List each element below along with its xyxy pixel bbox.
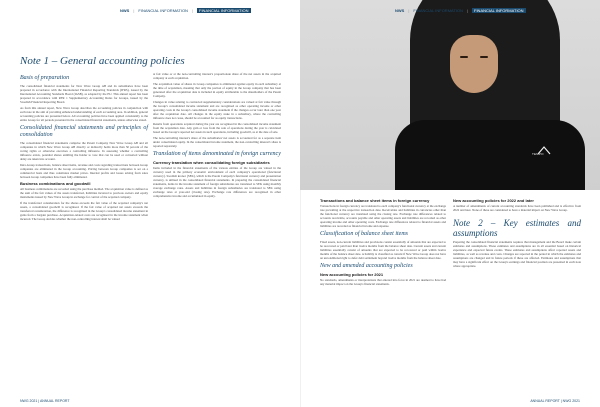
- paragraph: If the transferred consideration for the shares exceeds the fair value of the acquired company's net assets, a consolidated goodwill is recognised. If the fair value of acquired net assets exceeds the transferred consideration, the difference is recognised in the Group's consolidated income statement in gains from a bargain purchase. Acquisition-related costs are recognised in the income statement when incurred. The Group decides whether the non-controlling interest shall be valued: [20, 201, 148, 221]
- header-section: FINANCIAL INFORMATION: [413, 7, 463, 13]
- heading-classification: Classification of balance sheet items: [320, 231, 408, 237]
- header-brand: NWS: [395, 7, 405, 13]
- paragraph: Intra-Group transactions, balance sheet items, revenue and costs regarding transactions between Group companies are eliminated in the Group accounting. Pricing between Group companies is set on a commercial basis and thus constitutes market prices. Internal profits and losses arising from sales between Group companies have been fully eliminated.: [20, 163, 148, 179]
- heading-business-combinations: Business combinations and goodwill: [20, 181, 91, 186]
- paragraph: Results from operations acquired during the year are recognised in the consolidated income statement from the acquisition date. Any gain or loss from the sale of operations during the year is calculated based on the Group's reported net assets in such operations, including goodwill, as at the date of sale.: [153, 122, 281, 134]
- brand-logo-text: TEMPO: [532, 152, 544, 156]
- paragraph: Changes in value relating to contracted supplementary considerations are valued at fair value through the Group's consolidated income statement and are recognised as other operating income or other operating costs in the Group's consolidated income statement if the changes occur later than one year after the acquisition date. All changes in the equity stake in a subsidiary, where the controlling influence does not cease, should be accounted for as equity transactions.: [153, 100, 281, 120]
- column-2: [153, 72, 281, 200]
- header-active-section: FINANCIAL INFORMATION: [199, 7, 249, 13]
- footer-right: ANNUAL REPORT | NWG 2021: [530, 399, 580, 403]
- header-brand: NWS: [120, 7, 130, 13]
- note1-title: Note 1 – General accounting policies: [20, 55, 185, 67]
- heading-2021: New accounting policies for 2021: [320, 272, 384, 277]
- header-right: NWS | FINANCIAL INFORMATION | FINANCIAL INFORMATION: [395, 7, 524, 13]
- header-left: NWS | FINANCIAL INFORMATION | FINANCIAL INFORMATION: [120, 7, 249, 13]
- column-4: [453, 196, 581, 270]
- header-section: FINANCIAL INFORMATION: [138, 7, 188, 13]
- heading-currency-translation: Currency translation when consolidating foreign subsidiaries: [153, 160, 270, 165]
- heading-basis: Basis of preparation: [20, 75, 70, 81]
- footer-left: NWG 2021 | ANNUAL REPORT: [20, 399, 70, 403]
- header-active-section: FINANCIAL INFORMATION: [474, 7, 524, 13]
- heading-new-policies: New and amended accounting policies: [320, 263, 413, 269]
- paragraph: at fair value or at the non-controlling interest's proportionate share of the net assets in the acquired company at each acquisition.: [153, 72, 281, 80]
- paragraph: All business combinations are recorded using the purchase method. The acquisition value is defined as the sum of the fair values of the assets transferred, liabilities incurred to previous owners and equity instruments issued by New Wave Group in exchange for control of the acquired company.: [20, 187, 148, 199]
- column-1: [20, 72, 148, 223]
- heading-transactions: Transactions and balance sheet items in foreign currency: [320, 198, 430, 203]
- paragraph: As from this annual report, New Wave Group describes the accounting policies in conjunction with each note in the aim of providing enhanced understanding of each accounting area. In addition, general accounting policies are presented below. All accounting policies have been applied consistently to the entire Group for all periods presented in the consolidated financial statements, unless otherwise stated.: [20, 106, 148, 122]
- heading-translation: Translation of items denominated in foreign currency: [153, 151, 281, 157]
- paragraph: Fixed assets, non-current liabilities and provisions consist essentially of amounts that are expected to be recovered or paid later than twelve months from the balance sheet date. Current assets and current liabilities essentially consist of amounts that are expected to be recovered or paid within twelve months of the balance sheet date. A liability is classified as current if New Wave Group does not have an unconditional right to defer debt settlement beyond twelve months from the balance sheet date.: [320, 240, 446, 260]
- paragraph: Preparing the consolidated financial statements requires that management and the Board make certain estimates and assumptions. These estimates and assumptions are in all essential based on historical experience and expected future events. These estimates and assumptions affect reported assets and liabilities, as well as revenue and costs. Changes are reported in the period in which the estimates and assumptions are changed and in future periods if these are affected. Estimates and assumptions that may have a significant effect on the Group's earnings and financial position are presented in each note where appropriate.: [453, 240, 581, 268]
- column-3: [320, 196, 446, 288]
- paragraph: No standards, amendments or interpretations that entered into force in 2021 are deemed to have had any material impact on the Group's financial statements.: [320, 278, 446, 286]
- paragraph: A number of amendments of current accounting standards have been published and is effective from 2022 and later. None of these are considered to have a material impact on New Wave Group.: [453, 204, 581, 212]
- paragraph: The consolidated financial statements comprise the Parent Company New Wave Group AB and all companies in which New Wave Group AB directly or indirectly holds more than 50 percent of the voting rights or otherwise exercises a controlling influence. In assessing whether a controlling influence exists, potential shares entitling the holder to vote that can be used or converted without delay are taken into account.: [20, 141, 148, 161]
- paragraph: The acquisition value of shares in Group companies is eliminated against equity in each subsidiary at the time of acquisition, meaning that only the portion of equity in the Group company that has been generated after the acquisition date is included in equity attributable to the shareholders of the Parent Company.: [153, 82, 281, 98]
- note2-title: Note 2 – Key estimates and assumptions: [453, 218, 581, 238]
- paragraph: Transactions in foreign currency are translated to each company's functional currency at the exchange rate prevailing at the respective transaction date. Receivables and liabilities in currencies other than the functional currency are translated using the closing rate. Exchange rate differences related to accounts receivable, accounts payable and other operating assets and liabilities are recorded as other operating income and other operating costs. Exchange rate differences related to financial assets and liabilities are recorded as financial income and expense.: [320, 204, 446, 228]
- paragraph: Items included in the financial statements of the various entities of the Group are valued in the currency used in the primary economic environment of each company's operational (functional currency). Swedish kronor (SEK), which is the Parent Company's functional currency and presentation currency, is utilised in the consolidated financial statements. In preparing the consolidated financial statements, items in the income statement of foreign subsidiaries are translated to SEK using monthly average exchange rates. Assets and liabilities in foreign subsidiaries are translated to SEK using exchange rates at year-end (closing rate). Exchange rate differences are recognised in other comprehensive income and accumulated in equity.: [153, 166, 281, 198]
- paragraph: The non-controlling interest's share of the subsidiaries' net assets is accounted for as a separate item under consolidated equity. In the consolidated income statement, the non-controlling interest's share is reported separately.: [153, 136, 281, 148]
- heading-consolidated: Consolidated financial statements and principles of consolidation: [20, 125, 148, 138]
- heading-2022: New accounting policies for 2022 and later: [453, 198, 534, 203]
- right-page: [300, 0, 600, 407]
- paragraph: The consolidated financial statements for New Wave Group AB and its subsidiaries have been prepared in accordance with the International Financial Reporting Standards (IFRS), issued by the International Accounting Standards Board (IASB), as adopted by the EU. This annual report has been prepared in accordance with RFR 1 Supplementary Accounting Rules for Groups, issued by the Swedish Financial Reporting Board.: [20, 84, 148, 104]
